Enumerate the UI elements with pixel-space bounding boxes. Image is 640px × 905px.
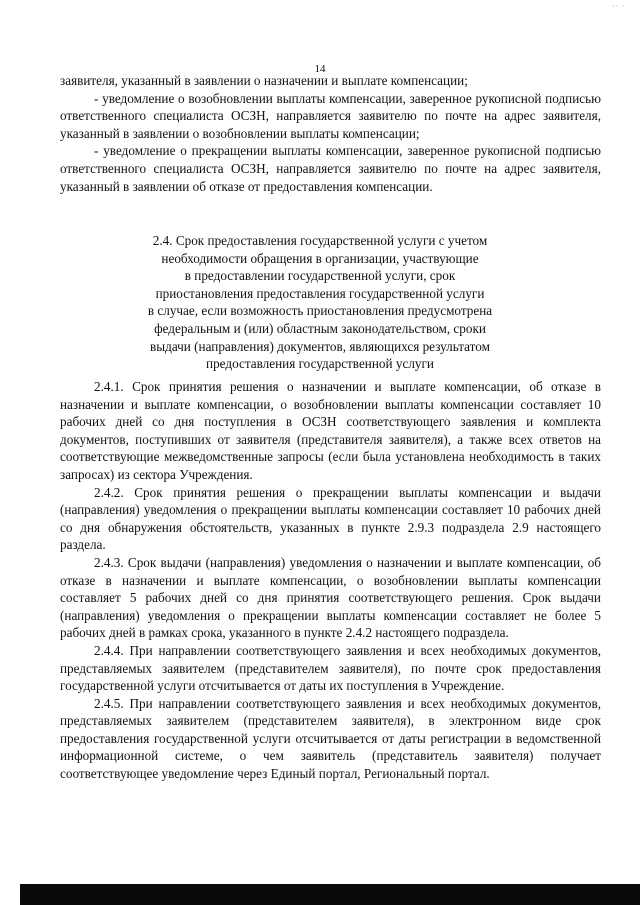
heading-line: необходимости обращения в организации, участвующие <box>161 250 479 266</box>
body-paragraphs <box>60 378 601 783</box>
heading-line: в случае, если возможность приостановления предусмотрена <box>147 303 493 319</box>
heading-line: выдачи (направления) документов, являющихся результатом <box>150 338 490 354</box>
top-paragraphs <box>60 72 601 195</box>
heading-line: предоставления государственной услуги <box>206 356 434 372</box>
paragraph-2-4-2: 2.4.2. Срок принятия решения о прекращении выплаты компенсации и выдачи (направления) уведомления о прекращении выплаты компенсации составляет 10 рабочих дней со дня обнаружения обстоятельств, указанных в пункте 2.9.3 подраздела 2.9 настоящего раздела. <box>60 484 601 553</box>
page-number: 14 <box>314 63 326 75</box>
paragraph-termination-notice: - уведомление о прекращении выплаты компенсации, заверенное рукописной подписью ответственного специалиста ОСЗН, направляется заявителю по почте на адрес заявителя, указанный в заявлении об отказе от предоставления компенсации. <box>60 143 601 194</box>
heading-line: в предоставлении государственной услуги, срок <box>184 268 456 284</box>
paragraph-2-4-3: 2.4.3. Срок выдачи (направления) уведомления о назначении и выплате компенсации, об отказе в назначении и выплате компенсации, о возобновлении выплаты компенсации составляет 5 рабочих дней со дня принятия соответствующего решения. Срок выдачи (направления) уведомления о прекращении выплаты компенсации составляет не более 5 рабочих дней в рамках срока, указанного в пункте 2.4.2 настоящего подраздела. <box>60 554 601 641</box>
heading-line: федеральным и (или) областным законодательством, сроки <box>154 320 486 336</box>
paragraph-2-4-1: 2.4.1. Срок принятия решения о назначении и выплате компенсации, об отказе в назначении и выплате компенсации, о возобновлении выплаты компенсации составляет 10 рабочих дней со дня поступления в ОСЗН соответствующего заявления и комплекта документов, поступивших от заявителя (представителя заявителя), а также всех ответов на соответствующие межведомственные запросы (если была установлена необходимость в таких запросах) из сектора Учреждения. <box>60 379 601 482</box>
paragraph-continuation: заявителя, указанный в заявлении о назначении и выплате компенсации; <box>60 73 468 88</box>
scan-edge-bar <box>20 884 640 905</box>
paragraph-2-4-4: 2.4.4. При направлении соответствующего заявления и всех необходимых документов, представляемых заявителем (представителем заявителя), по почте срок предоставления государственной услуги отсчитывается от даты их поступления в Учреждение. <box>60 642 601 694</box>
heading-line: 2.4. Срок предоставления государственной услуги с учетом <box>152 233 488 248</box>
scan-mark: ·· · <box>612 2 626 11</box>
paragraph-2-4-5: 2.4.5. При направлении соответствующего заявления и всех необходимых документов, представляемых заявителем (представителем заявителя), в электронном виде срок предоставления государственной услуги отсчитывается от даты регистрации в ведомственной информационной системе, о чем заявитель (представитель заявителя) получает соответствующее уведомление через Единый портал, Региональный портал. <box>60 695 601 782</box>
paragraph-resume-notice: - уведомление о возобновлении выплаты компенсации, заверенное рукописной подписью ответственного специалиста ОСЗН, направляется заявителю по почте на адрес заявителя, указанный в заявлении о возобновлении выплаты компенсации; <box>60 90 601 141</box>
heading-line: приостановления предоставления государственной услуги <box>155 285 485 301</box>
section-heading <box>80 232 560 373</box>
